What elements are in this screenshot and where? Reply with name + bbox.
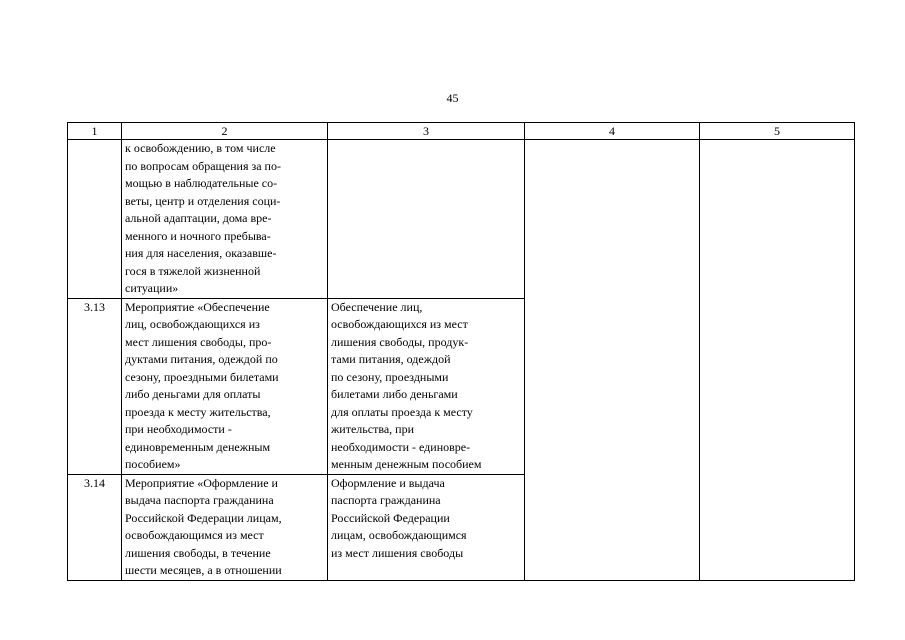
text-line: шести месяцев, а в отношении [125,563,282,577]
text-line: дуктами питания, одеждой по [125,352,278,366]
text-line: проезда к месту жительства, [125,404,271,419]
text-line: пособием» [125,457,181,471]
text-line: ситуации» [125,281,179,295]
measure-name-cell [122,140,328,299]
measure-description-cell [328,474,525,580]
text-line: Мероприятие «Обеспечение [125,299,270,314]
text-line: гося в тяжелой жизненной [125,263,261,278]
text-line: лишения свободы, продук- [331,334,469,349]
text-line: жительства, при [331,422,414,436]
text-line: освобождающимся из мест [125,528,264,542]
header-col-3: 3 [328,123,525,140]
row-number: 3.14 [68,474,122,580]
text-line: к освобождению, в том числе [125,141,276,155]
header-col-1: 1 [68,123,122,140]
text-line: мест лишения свободы, про- [125,334,272,349]
page-number: 45 [446,91,459,105]
column-5-cell [700,140,855,581]
table-row [68,140,855,299]
header-col-4: 4 [525,123,700,140]
text-line: Российской Федерации [331,510,450,525]
table-header-row [68,123,855,140]
text-line: альной адаптации, дома вре- [125,211,272,225]
text-line: мощью в наблюдательные со- [125,176,278,190]
header-col-5: 5 [700,123,855,140]
text-line: Обеспечение лиц, [331,299,423,314]
text-line: единовременным денежным [125,439,271,454]
measure-name-cell [122,474,328,580]
text-line: Мероприятие «Оформление и [125,475,278,490]
text-line: паспорта гражданина [331,493,441,507]
text-line: лиц, освобождающихся из [125,317,260,331]
text-line: лишения свободы, в течение [125,545,271,560]
text-line: из мест лишения свободы [331,545,464,560]
text-line: ния для населения, оказавше- [125,246,277,260]
column-4-cell [525,140,700,581]
text-line: веты, центр и отделения соци- [125,193,281,208]
text-line: при необходимости - [125,422,232,436]
text-line: сезону, проездными билетами [125,369,279,384]
measure-name-cell [122,298,328,474]
text-line: менным денежным пособием [331,457,482,471]
text-line: для оплаты проезда к месту [331,404,473,419]
text-line: лицам, освобождающимся [331,528,467,542]
row-number [68,140,122,299]
measures-table [67,122,855,581]
text-line: Российской Федерации лицам, [125,510,282,525]
measure-description-cell [328,140,525,299]
text-line: по сезону, проездными [331,369,449,384]
text-line: освобождающихся из мест [331,317,468,331]
text-line: выдача паспорта гражданина [125,493,274,507]
text-line: необходимости - единовре- [331,439,471,454]
text-line: по вопросам обращения за по- [125,158,281,173]
text-line: билетами либо деньгами [331,387,458,401]
text-line: тами питания, одеждой [331,352,451,366]
measure-description-cell [328,298,525,474]
row-number: 3.13 [68,298,122,474]
header-col-2: 2 [122,123,328,140]
text-line: Оформление и выдача [331,475,445,490]
text-line: менного и ночного пребыва- [125,228,271,243]
text-line: либо деньгами для оплаты [125,387,261,401]
